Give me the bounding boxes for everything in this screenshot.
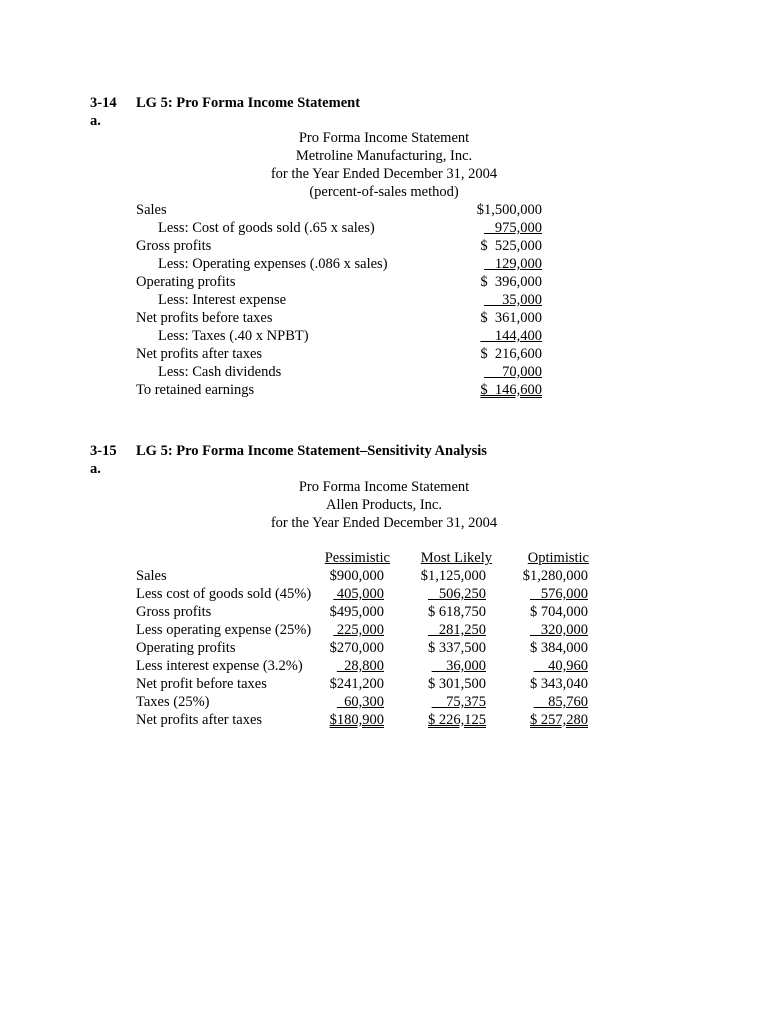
- optimistic-value: $1,280,000: [522, 568, 588, 584]
- row-value: $ 216,600: [480, 346, 542, 362]
- pessimistic-value: $270,000: [329, 640, 384, 656]
- row-label: Net profits after taxes: [136, 346, 263, 362]
- pessimistic-value: 28,800: [336, 658, 384, 674]
- table-row: [0, 219, 768, 237]
- most-likely-value: $ 226,125: [428, 712, 486, 728]
- problem-part-a-3-15: a.: [90, 461, 101, 477]
- statement-period: for the Year Ended December 31, 2004: [270, 166, 498, 182]
- optimistic-value: 320,000: [530, 622, 588, 638]
- problem-number-3-14: 3-14: [90, 95, 117, 111]
- column-header-most-likely: Most Likely: [420, 550, 492, 566]
- row-value: 129,000: [484, 256, 542, 272]
- optimistic-value: $ 257,280: [530, 712, 588, 728]
- company-name: Metroline Manufacturing, Inc.: [295, 148, 473, 164]
- table-row: [0, 711, 768, 729]
- pessimistic-value: $900,000: [329, 568, 384, 584]
- pessimistic-value: 60,300: [336, 694, 384, 710]
- most-likely-value: $ 337,500: [428, 640, 486, 656]
- table-row: [0, 309, 768, 327]
- statement-title: Pro Forma Income Statement: [298, 130, 470, 146]
- problem-heading-3-15: LG 5: Pro Forma Income Statement–Sensitivity Analysis: [136, 443, 487, 459]
- row-value: $ 525,000: [480, 238, 542, 254]
- table-row: [0, 291, 768, 309]
- table-row: [0, 345, 768, 363]
- row-label: Less interest expense (3.2%): [136, 658, 303, 674]
- row-label: Net profits before taxes: [136, 310, 273, 326]
- row-label: Less cost of goods sold (45%): [136, 586, 312, 602]
- pessimistic-value: 405,000: [333, 586, 384, 602]
- table-row: [0, 381, 768, 399]
- table-row: [0, 639, 768, 657]
- row-label: Gross profits: [136, 238, 212, 254]
- company-name: Allen Products, Inc.: [326, 497, 442, 513]
- optimistic-value: $ 343,040: [530, 676, 588, 692]
- table-row: [0, 693, 768, 711]
- row-label: Net profit before taxes: [136, 676, 267, 692]
- table-row: [0, 255, 768, 273]
- row-value: 35,000: [484, 292, 542, 308]
- row-label: Sales: [136, 202, 167, 218]
- pessimistic-value: $180,900: [329, 712, 384, 728]
- optimistic-value: 576,000: [530, 586, 588, 602]
- row-value: 70,000: [484, 364, 542, 380]
- row-value: $ 146,600: [480, 382, 542, 398]
- row-value: $ 361,000: [480, 310, 542, 326]
- row-label: Sales: [136, 568, 167, 584]
- most-likely-value: 281,250: [428, 622, 486, 638]
- row-value: 144,400: [480, 328, 542, 344]
- optimistic-value: 40,960: [533, 658, 588, 674]
- most-likely-value: 75,375: [431, 694, 486, 710]
- most-likely-value: $1,125,000: [420, 568, 486, 584]
- row-label: Taxes (25%): [136, 694, 210, 710]
- optimistic-value: $ 384,000: [530, 640, 588, 656]
- pessimistic-value: $241,200: [329, 676, 384, 692]
- row-label: Less: Operating expenses (.086 x sales): [158, 256, 388, 272]
- table-row: [0, 603, 768, 621]
- table-row: [0, 237, 768, 255]
- most-likely-value: 506,250: [428, 586, 486, 602]
- row-value: $1,500,000: [476, 202, 542, 218]
- problem-number-3-15: 3-15: [90, 443, 117, 459]
- column-header-row: [0, 549, 768, 567]
- table-row: [0, 657, 768, 675]
- row-label: Less: Interest expense: [158, 292, 287, 308]
- row-label: Less operating expense (25%): [136, 622, 312, 638]
- most-likely-value: $ 618,750: [428, 604, 486, 620]
- row-label: Operating profits: [136, 640, 236, 656]
- optimistic-value: $ 704,000: [530, 604, 588, 620]
- table-row: [0, 675, 768, 693]
- row-value: 975,000: [484, 220, 542, 236]
- table-row: [0, 585, 768, 603]
- statement-method: (percent-of-sales method): [309, 184, 459, 200]
- problem-heading-3-14: LG 5: Pro Forma Income Statement: [136, 95, 361, 111]
- row-value: $ 396,000: [480, 274, 542, 290]
- pessimistic-value: $495,000: [329, 604, 384, 620]
- most-likely-value: $ 301,500: [428, 676, 486, 692]
- row-label: Less: Taxes (.40 x NPBT): [158, 328, 309, 344]
- optimistic-value: 85,760: [533, 694, 588, 710]
- table-row: [0, 327, 768, 345]
- table-row: [0, 363, 768, 381]
- statement-title: Pro Forma Income Statement: [298, 479, 470, 495]
- row-label: Operating profits: [136, 274, 236, 290]
- table-row: [0, 201, 768, 219]
- row-label: To retained earnings: [136, 382, 255, 398]
- row-label: Less: Cost of goods sold (.65 x sales): [158, 220, 375, 236]
- table-row: [0, 621, 768, 639]
- problem-part-a-3-14: a.: [90, 113, 101, 129]
- table-row: [0, 567, 768, 585]
- most-likely-value: 36,000: [431, 658, 486, 674]
- statement-period: for the Year Ended December 31, 2004: [270, 515, 498, 531]
- column-header-pessimistic: Pessimistic: [324, 550, 390, 566]
- pessimistic-value: 225,000: [333, 622, 384, 638]
- row-label: Gross profits: [136, 604, 212, 620]
- row-label: Less: Cash dividends: [158, 364, 282, 380]
- row-label: Net profits after taxes: [136, 712, 263, 728]
- column-header-optimistic: Optimistic: [527, 550, 589, 566]
- table-row: [0, 273, 768, 291]
